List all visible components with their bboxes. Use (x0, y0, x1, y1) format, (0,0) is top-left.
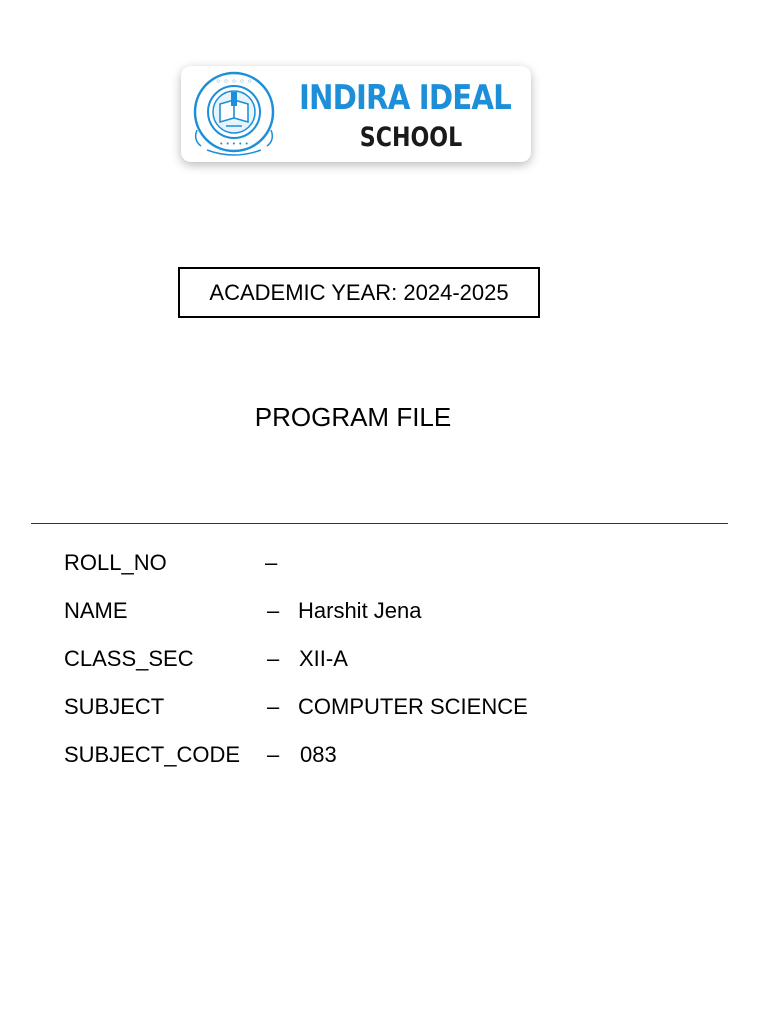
page-title: PROGRAM FILE (254, 402, 452, 432)
field-row-subject (64, 692, 724, 740)
field-row-subject-code (64, 740, 724, 788)
field-row-class-sec (64, 644, 724, 692)
field-label: NAME (64, 598, 128, 623)
field-value: 083 (300, 742, 337, 767)
field-label: SUBJECT (64, 694, 165, 719)
field-label: CLASS_SEC (64, 646, 194, 671)
field-label: ROLL_NO (64, 550, 167, 575)
field-value: COMPUTER SCIENCE (298, 694, 528, 719)
field-value: XII-A (299, 646, 348, 671)
logo-school-name: INDIRA IDEAL (299, 78, 511, 118)
field-separator: – (265, 550, 278, 575)
field-separator: – (267, 742, 280, 767)
field-separator: – (267, 694, 280, 719)
school-emblem-icon (187, 70, 281, 158)
field-row-roll-no (64, 548, 724, 596)
field-separator: – (267, 598, 280, 623)
field-row-name (64, 596, 724, 644)
svg-text:• • • • •: • • • • • (219, 140, 249, 148)
field-value: Harshit Jena (298, 598, 422, 623)
divider (31, 523, 728, 524)
logo-school-word: SCHOOL (359, 122, 463, 153)
field-separator: – (267, 646, 280, 671)
school-logo (181, 66, 531, 162)
student-details (64, 548, 724, 788)
svg-text:◦ ◦ ◦ ◦ ◦: ◦ ◦ ◦ ◦ ◦ (215, 77, 253, 86)
field-label: SUBJECT_CODE (64, 742, 241, 767)
academic-year-box: ACADEMIC YEAR: 2024-2025 (178, 267, 540, 318)
